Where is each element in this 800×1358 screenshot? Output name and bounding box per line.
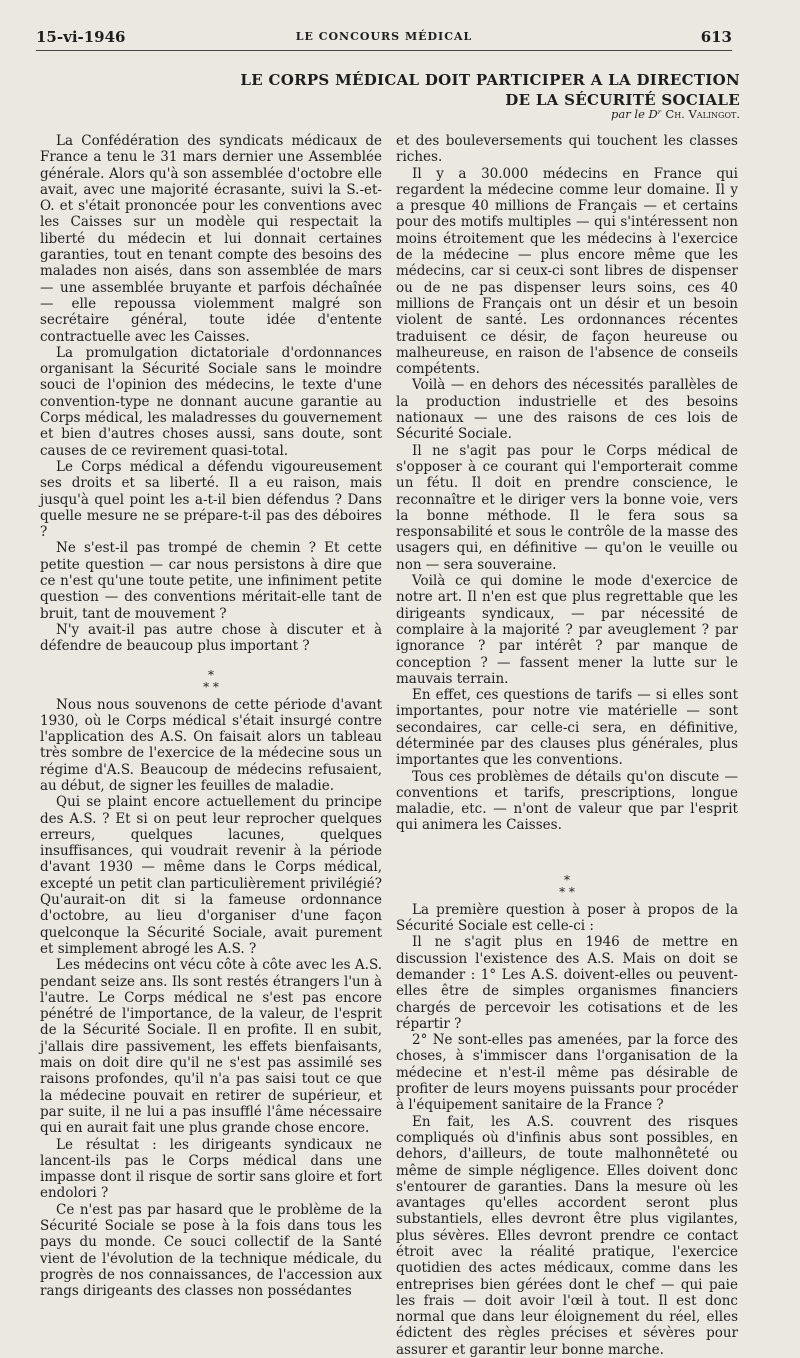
paragraph: Il ne s'agit pas pour le Corps médical de s'opposer à ce courant qui l'emporterait comme un fétu. Il doit en prendre conscience, le reconnaître et le diriger vers la bonne voie, vers la bonne méthode. Il le fera sous sa responsabilité et sous le contrôle de la masse des usagers qui, en définitive — qu'on le veuille ou non — sera souveraine.	[396, 442, 738, 573]
running-header	[36, 28, 732, 48]
paragraph: Le résultat : les dirigeants syndicaux ne lancent-ils pas le Corps médical dans une impasse dont il risque de sortir sans gloire et fort endolori ?	[40, 1136, 382, 1202]
byline-prefix: par le Dʳ	[611, 107, 662, 121]
paragraph: 2° Ne sont-elles pas amenées, par la force des choses, à s'immiscer dans l'organisation de la médecine et n'est-il même pas désirable de profiter de leurs moyens puissants pour procéder à l'équipement sanitaire de la France ?	[396, 1032, 738, 1114]
page-number: 613	[700, 28, 732, 46]
byline	[400, 107, 740, 121]
paragraph: La promulgation dictatoriale d'ordonnances organisant la Sécurité Sociale sans le moindre souci de l'opinion des médecins, le texte d'une convention-type ne donnant aucune garantie au Corps médical, les maladresses du gouvernement et bien d'autres choses aussi, sans doute, sont causes de ce revirement quasi-total.	[40, 344, 382, 459]
paragraph: En fait, les A.S. couvrent des risques compliqués où d'infinis abus sont possibles, en dehors, d'ailleurs, de toute malhonnêteté ou même de simple négligence. Elles doivent donc s'entourer de garanties. Dans la mesure où les avantages qu'elles accordent seront plus substantiels, elles devront être plus vigilantes, plus sévères. Elles devront prendre ce contact étroit avec la réalité pratique, l'exercice quotidien des actes médicaux, comme dans les entreprises bien gérées dont le chef — qui paie les frais — doit avoir l'œil à tout. Il est donc normal que dans leur éloignement du réel, elles édictent des règles précises et sévères pour assurer et garantir leur bonne marche.	[396, 1113, 738, 1358]
paragraph: Voilà ce qui domine le mode d'exercice de notre art. Il n'en est que plus regrettable que les dirigeants syndicaux, — par nécessité de complaire à la majorité ? par aveuglement ? par ignorance ? par intérêt ? par manque de conception ? — fassent mener la lutte sur le mauvais terrain.	[396, 573, 738, 687]
paragraph: Le Corps médical a défendu vigoureusement ses droits et sa liberté. Il a eu raison, mais jusqu'à quel point les a-t-il bien défendus ? Dans quelle mesure ne se prépare-t-il pas des déboires ?	[40, 458, 382, 541]
journal-name: LE CONCOURS MÉDICAL	[295, 30, 473, 43]
paragraph: Qui se plaint encore actuellement du principe des A.S. ? Et si on peut leur reprocher quelques erreurs, quelques lacunes, quelques insuffisances, qui voudrait revenir à la période d'avant 1930 — même dans le Corps médical, excepté un petit clan particulièrement privilégié? Qu'aurait-on dit si la fameuse ordonnance d'octobre, au lieu d'organiser d'une façon quelconque la Sécurité Sociale, avait purement et simplement abrogé les A.S. ?	[40, 794, 382, 957]
paragraph: Voilà — en dehors des nécessités parallèles de la production industrielle et des besoins nationaux — une des raisons de ces lois de Sécurité Sociale.	[396, 377, 738, 443]
right-column	[396, 133, 738, 1358]
issue-date: 15-vi-1946	[36, 28, 126, 46]
paragraph: Ne s'est-il pas trompé de chemin ? Et cette petite question — car nous persistons à dire que ce n'est qu'une toute petite, une infiniment petite question — des conventions méritait-elle tant de bruit, tant de mouvement ?	[40, 540, 382, 622]
paragraph: La première question à poser à propos de la Sécurité Sociale est celle-ci :	[396, 901, 738, 935]
section-separator: * * *	[203, 667, 219, 694]
paragraph: et des bouleversements qui touchent les classes riches.	[396, 133, 738, 166]
paragraph: Tous ces problèmes de détails qu'on discute — conventions et tarifs, prescriptions, longue maladie, etc. — n'ont de valeur que par l'esprit qui animera les Caisses.	[396, 768, 738, 834]
paragraph: La Confédération des syndicats médicaux de France a tenu le 31 mars dernier une Assemblée générale. Alors qu'à son assemblée d'octobre elle avait, avec une majorité écrasante, suivi la S.-et-O. et s'était prononcée pour les conventions avec les Caisses sur un modèle qui respectait la liberté du médecin et lui donnait certaines garanties, tout en tenant compte des besoins des malades non aisés, dans son assemblée de mars — une assemblée bruyante et parfois déchaînée — elle repoussa violemment malgré son secrétaire général, toute idée d'entente contractuelle avec les Caisses.	[40, 133, 382, 345]
header-rule	[36, 50, 732, 51]
title-line-1: LE CORPS MÉDICAL DOIT PARTICIPER A LA DIRECTION	[240, 71, 740, 89]
paragraph: Les médecins ont vécu côte à côte avec les A.S. pendant seize ans. Ils sont restés étrangers l'un à l'autre. Le Corps médical ne s'est pas encore pénétré de l'importance, de la valeur, de l'esprit de la Sécurité Sociale. Il en profite. Il en subit, j'allais dire passivement, les effets bienfaisants, mais on doit dire qu'il ne s'est pas assimilé ses raisons profondes, qu'il n'a pas saisi tout ce que la médecine pouvait en retirer de supérieur, et par suite, il ne lui a pas insufflé l'âme nécessaire qui en aurait fait une plus grande chose encore.	[40, 957, 382, 1137]
section-separator: * * *	[559, 872, 575, 899]
article-title	[180, 70, 740, 110]
left-column	[40, 133, 382, 1299]
paragraph: Il y a 30.000 médecins en France qui regardent la médecine comme leur domaine. Il y a presque 40 millions de Français — et certains pour des motifs multiples — qui s'intéressent non moins étroitement que les médecins à l'exercice de la médecine — plus encore même que les médecins, car si ceux-ci sont libres de dispenser ou de ne pas dispenser leurs soins, ces 40 millions de Français ont un désir et un besoin violent de santé. Les ordonnances récentes traduisent ce désir, de façon heureuse ou malheureuse, en raison de l'absence de conseils compétents.	[396, 165, 738, 378]
paragraph: Nous nous souvenons de cette période d'avant 1930, où le Corps médical s'était insurgé contre l'application des A.S. On faisait alors un tableau très sombre de l'exercice de la médecine sous un régime d'A.S. Beaucoup de médecins refusaient, au début, de signer les feuilles de maladie.	[40, 696, 382, 794]
paragraph: Il ne s'agit plus en 1946 de mettre en discussion l'existence des A.S. Mais on doit se demander : 1° Les A.S. doivent-elles ou peuvent-elles être de simples organismes financiers chargés de percevoir les cotisations et de les répartir ?	[396, 934, 738, 1032]
paragraph: Ce n'est pas par hasard que le problème de la Sécurité Sociale se pose à la fois dans tous les pays du monde. Ce souci collectif de la Santé vient de l'évolution de la technique médicale, du progrès de nos connaissances, de l'accession aux rangs dirigeants des classes non possédantes	[40, 1201, 382, 1300]
paragraph: En effet, ces questions de tarifs — si elles sont importantes, pour notre vie matérielle — sont secondaires, car celle-ci sera, en définitive, déterminée par des clauses plus générales, plus importantes que les conventions.	[396, 687, 738, 769]
title-line-2: DE LA SÉCURITÉ SOCIALE	[505, 91, 740, 109]
paragraph: N'y avait-il pas autre chose à discuter et à défendre de beaucoup plus important ?	[40, 621, 382, 655]
byline-author: Ch. Valingot.	[665, 107, 740, 121]
